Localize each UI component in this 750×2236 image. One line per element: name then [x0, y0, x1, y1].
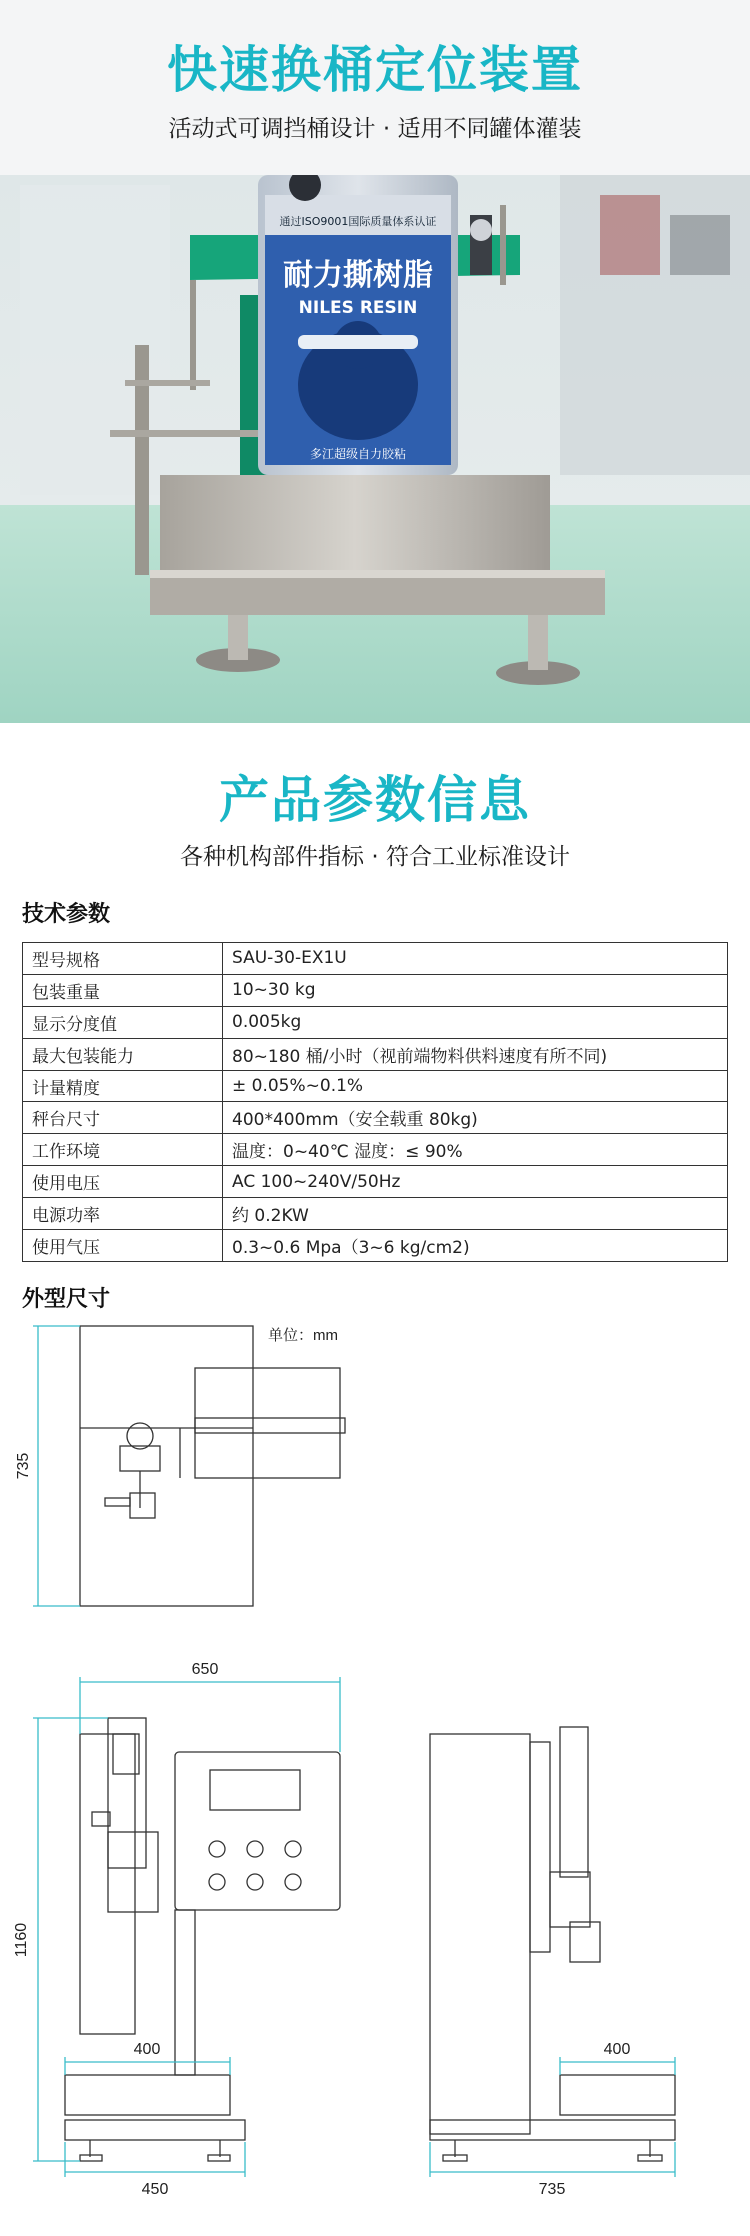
dimensions-heading: 外型尺寸: [22, 1287, 111, 1312]
param-value: 0.005kg: [223, 1006, 728, 1038]
dim-front-base: 450: [141, 2181, 169, 2198]
param-label: 使用气压: [23, 1230, 223, 1262]
param-label: 型号规格: [23, 943, 223, 975]
product-photo-illustration: [0, 175, 750, 723]
param-label: 包装重量: [23, 974, 223, 1006]
dim-depth-top: 735: [15, 1452, 32, 1480]
dim-side-depth: 735: [538, 2181, 566, 2198]
dim-front-height: 1160: [13, 1922, 30, 1958]
table-row: [23, 1134, 728, 1166]
can-label-top: 通过ISO9001国际质量体系认证: [279, 215, 437, 228]
table-row: [23, 1166, 728, 1198]
can-slogan: 多江超级自力胶粘: [309, 447, 407, 461]
top-view-drawing: [0, 1318, 750, 1618]
params-subtitle: 各种机构部件指标 · 符合工业标准设计: [180, 844, 570, 870]
table-row: [23, 1038, 728, 1070]
table-row: [23, 1230, 728, 1262]
param-value: 约 0.2KW: [223, 1198, 728, 1230]
table-row: [23, 1006, 728, 1038]
can-brand-cn: 耐力撕树脂: [283, 258, 433, 293]
hero-header: [0, 0, 750, 175]
tech-params-heading: 技术参数: [22, 902, 111, 927]
param-label: 秤台尺寸: [23, 1102, 223, 1134]
dim-front-platform: 400: [133, 2041, 161, 2058]
param-value: 400*400mm（安全载重 80kg): [223, 1102, 728, 1134]
product-photo: [0, 175, 750, 723]
dim-front-width: 650: [191, 1661, 219, 1678]
table-row: [23, 974, 728, 1006]
params-title: 产品参数信息: [219, 771, 531, 829]
param-label: 最大包装能力: [23, 1038, 223, 1070]
param-label: 显示分度值: [23, 1006, 223, 1038]
param-value: 10~30 kg: [223, 974, 728, 1006]
hero-subtitle: 活动式可调挡桶设计 · 适用不同罐体灌装: [168, 116, 582, 142]
param-value: 0.3~0.6 Mpa（3~6 kg/cm2): [223, 1230, 728, 1262]
param-label: 使用电压: [23, 1166, 223, 1198]
param-value: 80~180 桶/小时（视前端物料供料速度有所不同): [223, 1038, 728, 1070]
param-value: ± 0.05%~0.1%: [223, 1070, 728, 1102]
tech-params-table: [22, 942, 728, 1262]
param-label: 计量精度: [23, 1070, 223, 1102]
front-side-drawing: [0, 1652, 750, 2212]
param-label: 工作环境: [23, 1134, 223, 1166]
table-row: [23, 1070, 728, 1102]
param-value: SAU-30-EX1U: [223, 943, 728, 975]
param-value: AC 100~240V/50Hz: [223, 1166, 728, 1198]
hero-title: 快速换桶定位装置: [167, 41, 583, 99]
table-row: [23, 943, 728, 975]
dim-side-platform: 400: [603, 2041, 631, 2058]
unit-label: 单位：mm: [268, 1327, 338, 1344]
can-brand-en: NILES RESIN: [298, 298, 418, 318]
table-row: [23, 1102, 728, 1134]
param-label: 电源功率: [23, 1198, 223, 1230]
param-value: 温度：0~40℃ 湿度：≤ 90%: [223, 1134, 728, 1166]
table-row: [23, 1198, 728, 1230]
